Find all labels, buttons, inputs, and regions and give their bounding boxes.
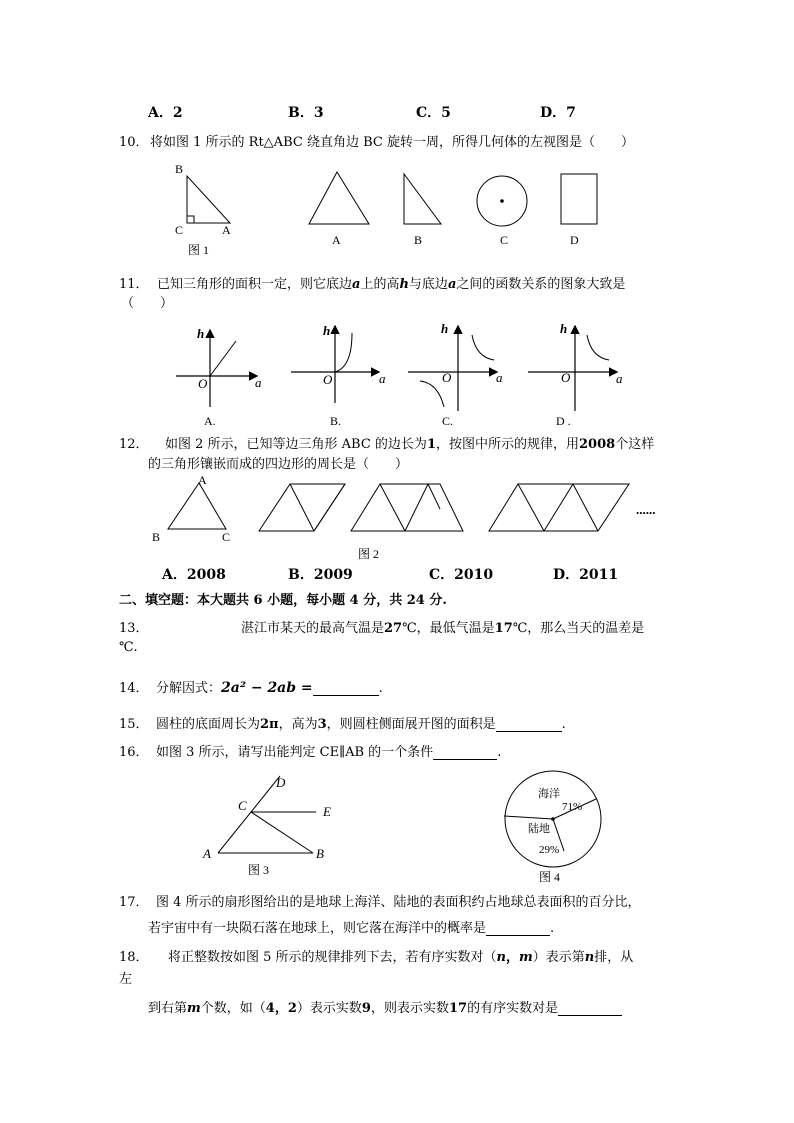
fig3-label-d: D <box>276 775 286 790</box>
graph-c-curve-lower <box>420 381 444 407</box>
q18-text <box>168 946 633 965</box>
graph-a <box>176 326 262 407</box>
q18-var-n: n <box>496 950 506 965</box>
fig3 <box>196 770 396 880</box>
q18-comma2: ， <box>274 1001 288 1016</box>
q10-choice-a: A <box>332 233 341 247</box>
fig2-triangle-abc <box>168 483 226 529</box>
graph-a-o: O <box>198 376 208 391</box>
q18-text-c: 排，从 <box>594 950 634 965</box>
q18-val-9: 9 <box>361 1001 371 1016</box>
graph-b-h: h <box>323 323 331 338</box>
section2-heading: 二、填空题：本大题共 6 小题，每小题 4 分，共 24 分. <box>119 593 447 608</box>
q18-line3-e: 的有序实数对是 <box>467 1001 559 1016</box>
fig2-label-c: C <box>222 530 231 544</box>
graph-c-curve-upper <box>472 335 494 360</box>
q16-answer-blank[interactable] <box>433 759 497 760</box>
choice-c-center-dot <box>500 199 504 203</box>
q16-number: 16． <box>119 745 149 760</box>
q11-text <box>157 273 625 292</box>
q12-text-b: ，按图中所示的规律，用 <box>435 437 579 452</box>
q18-comma: ， <box>506 950 520 965</box>
q17-line2 <box>148 917 554 936</box>
q11-choice-d: D . <box>556 414 571 428</box>
q18-line3 <box>148 997 622 1016</box>
q14-label: 分解因式： <box>156 681 222 696</box>
q13-val-low: 17 <box>494 621 513 636</box>
q13-text-a: 湛江市某天的最高气温是 <box>241 621 385 636</box>
q18-line3-a: 到右第 <box>148 1001 188 1016</box>
q18-text-b: ）表示第 <box>532 950 585 965</box>
graph-d <box>528 321 623 411</box>
q15-text-b: ，高为 <box>278 717 318 732</box>
q12-text-a: 如图 2 所示，已知等边三角形 ABC 的边长为 <box>165 437 427 452</box>
q11-graphs <box>0 315 794 435</box>
fig3-caption: 图 3 <box>248 863 270 877</box>
q10-text: 将如图 1 所示的 Rt△ABC 绕直角边 BC 旋转一周，所得几何体的左视图是（ ） <box>150 135 634 150</box>
q18-var-n2: n <box>584 950 595 965</box>
fig1-right-triangle <box>175 162 231 257</box>
graph-d-curve <box>587 335 609 360</box>
q12-text-c: 个这样 <box>615 437 655 452</box>
graph-c-o: O <box>442 370 452 385</box>
fig4-ocean-pct: 71% <box>562 801 583 813</box>
q16-text <box>156 741 501 760</box>
fig1-label-c: C <box>175 223 184 237</box>
q18-val-2: 2 <box>287 1001 297 1016</box>
q12-figures <box>0 474 794 569</box>
choice-a-triangle <box>309 172 369 224</box>
fig4-caption: 图 4 <box>539 870 561 884</box>
q13-text-b: ℃，最低气温是 <box>402 621 495 636</box>
q15-text-a: 圆柱的底面周长为 <box>156 717 261 732</box>
q17-line2-text: 若宇宙中有一块陨石落在地球上，则它落在海洋中的概率是 <box>148 921 487 936</box>
choice-d-rectangle <box>561 174 597 224</box>
q13-val-high: 27 <box>384 621 403 636</box>
q15-text-c: ，则圆柱侧面展开图的面积是 <box>326 717 496 732</box>
q10-choice-c: C <box>500 233 509 247</box>
fig3-label-e: E <box>323 804 331 819</box>
q11-text-d: 之间的函数关系的图象大致是 <box>456 277 626 292</box>
graph-b <box>291 323 386 403</box>
q10-number: 10． <box>119 135 149 150</box>
q15-answer-blank[interactable] <box>496 731 562 732</box>
q16-label: 如图 3 所示，请写出能判定 CE∥AB 的一个条件 <box>156 745 434 760</box>
graph-c-a: a <box>496 370 503 385</box>
q12-line2: 的三角形镶嵌而成的四边形的周长是（ ） <box>148 457 409 472</box>
q18-answer-blank[interactable] <box>558 1015 622 1016</box>
q11-text-b: 上的高 <box>360 277 400 292</box>
fig1-label-a: A <box>222 223 231 237</box>
q12-option-b: B．2009 <box>288 567 353 583</box>
q14-answer-blank[interactable] <box>313 695 379 696</box>
q11-paren: （ ） <box>121 296 174 311</box>
q18-var-m: m <box>519 950 533 965</box>
fig4-ocean-label: 海洋 <box>538 788 560 800</box>
choice-b-right-triangle <box>404 174 441 224</box>
fig3-label-b: B <box>316 846 324 861</box>
graph-c-h: h <box>441 321 449 336</box>
q15-text <box>156 713 566 732</box>
fig4-pie <box>492 768 612 888</box>
graph-a-h: h <box>197 326 205 341</box>
fig1-label-b: B <box>175 162 184 176</box>
graph-d-h: h <box>560 321 568 336</box>
q9-option-a: A．2 <box>148 105 183 121</box>
q15-end: . <box>561 717 566 732</box>
q18-val-4: 4 <box>265 1001 275 1016</box>
q17-answer-blank[interactable] <box>486 935 550 936</box>
fig3-label-c: C <box>238 798 247 813</box>
fig2-dots: ...... <box>636 502 656 517</box>
graph-d-a: a <box>616 371 623 386</box>
graph-b-a: a <box>379 371 386 386</box>
q11-var-a2: a <box>447 277 457 292</box>
q11-var-a: a <box>352 277 361 292</box>
q10-choice-b: B <box>414 233 423 247</box>
q11-text-a: 已知三角形的面积一定，则它底边 <box>157 277 353 292</box>
q12-option-a: A．2008 <box>162 567 226 583</box>
fig2-caption: 图 2 <box>358 547 380 561</box>
q14-text <box>156 677 383 696</box>
q11-choice-b: B. <box>330 414 342 428</box>
q17-number: 17． <box>119 895 149 910</box>
q10-choice-d: D <box>570 233 579 247</box>
q12-option-c: C．2010 <box>429 567 494 583</box>
q18-line3-b: 个数，如（ <box>200 1001 266 1016</box>
q12-number: 12． <box>119 437 149 452</box>
graph-b-o: O <box>323 372 333 387</box>
q18-text-a: 将正整数按如图 5 所示的规律排列下去，若有序实数对（ <box>168 950 497 965</box>
q18-line3-d: ，则表示实数 <box>370 1001 449 1016</box>
graph-c <box>408 321 503 411</box>
q13-number: 13． <box>119 621 149 636</box>
fig2-label-a: A <box>198 473 207 487</box>
q18-line2: 左 <box>119 972 133 987</box>
q18-var-m2: m <box>187 1001 201 1016</box>
q11-number: 11． <box>119 277 149 292</box>
fig2-three-triangles <box>259 484 345 531</box>
q9-option-d: D．7 <box>540 105 576 121</box>
fig4-radius-2 <box>504 816 553 819</box>
q9-option-b: B．3 <box>288 105 324 121</box>
q15-val-h: 3 <box>317 717 327 732</box>
q12-val-2008: 2008 <box>579 437 616 452</box>
fig4-land-label: 陆地 <box>528 823 550 835</box>
q12-val-1: 1 <box>426 437 436 452</box>
q17-line1: 图 4 所示的扇形图给出的是地球上海洋、陆地的表面积约占地球总表面积的百分比， <box>156 895 641 910</box>
fig2-five-triangles <box>489 484 629 531</box>
fig2-label-b: B <box>152 530 161 544</box>
graph-d-o: O <box>561 370 571 385</box>
q18-number: 18． <box>119 950 149 965</box>
q11-var-h: h <box>399 277 409 292</box>
q14-number: 14． <box>119 681 149 696</box>
q9-option-c: C．5 <box>416 105 451 121</box>
fig4-land-pct: 29% <box>539 844 560 856</box>
q11-text-c: 与底边 <box>408 277 448 292</box>
q13-line2: ℃. <box>119 640 138 655</box>
q17-end: . <box>550 921 555 936</box>
q18-val-17: 17 <box>448 1001 468 1016</box>
q12-option-d: D．2011 <box>553 567 619 583</box>
q15-number: 15． <box>119 717 149 732</box>
fig3-label-a: A <box>203 846 211 861</box>
q11-choice-a: A. <box>204 414 216 428</box>
q14-expr: 2a² − 2ab = <box>221 680 313 696</box>
q11-choice-c: C. <box>442 414 454 428</box>
q16-end: . <box>497 745 502 760</box>
graph-b-curve <box>335 333 352 372</box>
graph-a-a: a <box>255 375 262 390</box>
graph-a-line <box>210 341 236 376</box>
q13-text-c: ℃，那么当天的温差是 <box>512 621 645 636</box>
q15-val-c: 2π <box>260 717 279 732</box>
q18-line3-c: ）表示实数 <box>296 1001 362 1016</box>
q13-text <box>241 617 644 636</box>
fig2-four-triangles <box>351 484 463 531</box>
q14-end: . <box>378 681 383 696</box>
fig1-caption: 图 1 <box>188 243 210 257</box>
q12-text <box>165 433 654 452</box>
